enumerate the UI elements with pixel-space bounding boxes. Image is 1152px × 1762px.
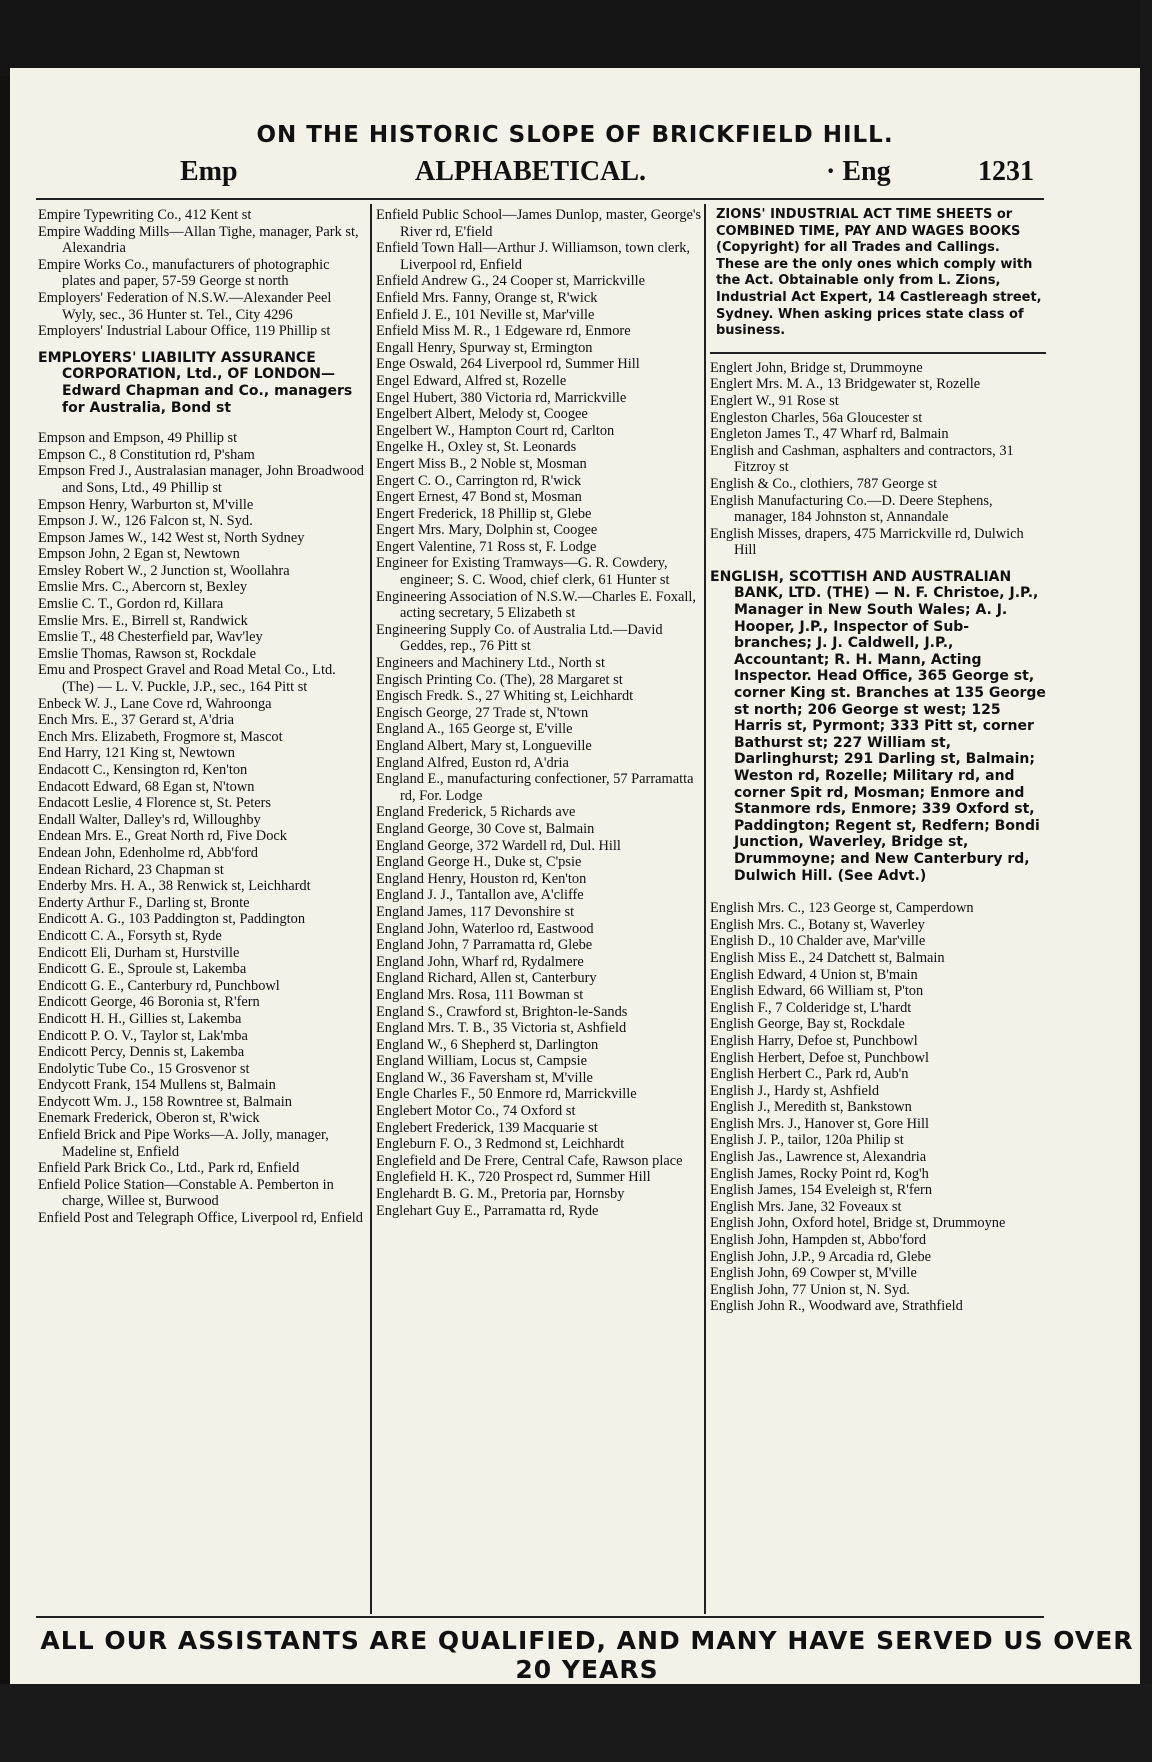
directory-entry: Emslie C. T., Gordon rd, Killara (38, 596, 224, 613)
directory-entry: Engineering Supply Co. of Australia Ltd.—David Geddes, rep., 76 Pitt st (376, 621, 663, 655)
directory-entry: Engineering Association of N.S.W.—Charles E. Foxall, acting secretary, 5 Elizabeth st (376, 588, 697, 622)
directory-entry: Engel Edward, Alfred st, Rozelle (376, 372, 567, 389)
directory-entry: England A., 165 George st, E'ville (376, 721, 573, 738)
directory-entry: English John, 69 Cowper st, M'ville (710, 1265, 917, 1282)
directory-entry: Engelbert W., Hampton Court rd, Carlton (376, 422, 615, 439)
directory-entry: Enfield Police Station—Constable A. Pemberton in charge, Willee st, Burwood (38, 1176, 334, 1210)
directory-entry: Enfield Miss M. R., 1 Edgeware rd, Enmore (376, 323, 631, 340)
footer-rule (36, 1616, 1044, 1618)
directory-entry: Endicott Percy, Dennis st, Lakemba (38, 1044, 245, 1061)
directory-entry: Enfield Post and Telegraph Office, Liverpool rd, Enfield (38, 1210, 363, 1227)
directory-entry: Engert Ernest, 47 Bond st, Mosman (376, 489, 582, 506)
directory-entry: Englebert Motor Co., 74 Oxford st (376, 1103, 576, 1120)
directory-entry: Engle Charles F., 50 Enmore rd, Marrickville (376, 1086, 637, 1103)
directory-entry: Engelke H., Oxley st, St. Leonards (376, 439, 577, 456)
directory-entry: Empson J. W., 126 Falcon st, N. Syd. (38, 513, 253, 530)
directory-entry: Empson C., 8 Constitution rd, P'sham (38, 446, 255, 463)
directory-entry: English John, Oxford hotel, Bridge st, Drummoyne (710, 1215, 1006, 1232)
directory-entry: Enderby Mrs. H. A., 38 Renwick st, Leichhardt (38, 878, 311, 895)
directory-entry: Empire Typewriting Co., 412 Kent st (38, 207, 252, 223)
directory-entry: Endicott C. A., Forsyth st, Ryde (38, 927, 222, 944)
directory-entry: Enfield J. E., 101 Neville st, Mar'ville (376, 306, 595, 323)
directory-entry: Enbeck W. J., Lane Cove rd, Wahroonga (38, 695, 272, 712)
directory-entry: Engisch George, 27 Trade st, N'town (376, 704, 589, 721)
column-divider-1 (370, 204, 372, 1614)
directory-entry: England J. J., Tantallon ave, A'cliffe (376, 887, 584, 904)
header-rule (36, 198, 1044, 200)
scan-border-right (1140, 0, 1152, 1762)
directory-entry: End Harry, 121 King st, Newtown (38, 745, 235, 762)
column-3-entries (710, 360, 1046, 1315)
directory-entry: England Albert, Mary st, Longueville (376, 738, 592, 754)
directory-entry: England Mrs. T. B., 35 Victoria st, Ashfield (376, 1020, 627, 1037)
bottom-banner: ALL OUR ASSISTANTS ARE QUALIFIED, AND MANY HAVE SERVED US OVER 20 YEARS (40, 1626, 1134, 1684)
directory-entry: Emu and Prospect Gravel and Road Metal Co., Ltd. (The) — L. V. Puckle, J.P., sec., 164 Pitt st (38, 662, 336, 696)
directory-entry: Enemark Frederick, Oberon st, R'wick (38, 1110, 260, 1127)
directory-entry: Endicott H. H., Gillies st, Lakemba (38, 1010, 242, 1027)
directory-entry: English John R., Woodward ave, Strathfield (710, 1298, 963, 1315)
directory-entry: Emslie T., 48 Chesterfield par, Wav'ley (38, 629, 263, 646)
directory-entry: Empson James W., 142 West st, North Sydney (38, 529, 305, 546)
directory-entry: Employers' Federation of N.S.W.—Alexander Peel Wyly, sec., 36 Hunter st. Tel., City 4296 (38, 289, 332, 323)
column-3 (710, 207, 1046, 1315)
directory-entry: Endycott Wm. J., 158 Rowntree st, Balmain (38, 1093, 292, 1110)
directory-entry: Englert W., 91 Rose st (710, 392, 839, 409)
directory-entry: English Mrs. Jane, 32 Foveaux st (710, 1198, 902, 1215)
directory-entry: Engleston Charles, 56a Gloucester st (710, 409, 923, 426)
directory-entry: Engelbert Albert, Melody st, Coogee (376, 406, 588, 423)
directory-entry: England Mrs. Rosa, 111 Bowman st (376, 986, 584, 1003)
directory-entry: Endicott George, 46 Boronia st, R'fern (38, 994, 260, 1011)
directory-entry: English D., 10 Chalder ave, Mar'ville (710, 933, 926, 950)
directory-entry: English Harry, Defoe st, Punchbowl (710, 1032, 918, 1049)
directory-entry: England Richard, Allen st, Canterbury (376, 970, 597, 987)
directory-entry: Emslie Mrs. C., Abercorn st, Bexley (38, 579, 248, 596)
directory-entry: EMPLOYERS' LIABILITY ASSURANCE CORPORATION, Ltd., OF LONDON—Edward Chapman and Co., managers for Australia, Bond st (38, 349, 353, 416)
directory-entry: English Jas., Lawrence st, Alexandria (710, 1149, 927, 1166)
directory-entry: England E., manufacturing confectioner, 57 Parramatta rd, For. Lodge (376, 771, 694, 804)
directory-entry: Engert Mrs. Mary, Dolphin st, Coogee (376, 522, 598, 539)
directory-entry: England George, 30 Cove st, Balmain (376, 820, 595, 837)
directory-entry: England John, 7 Parramatta rd, Glebe (376, 937, 593, 954)
directory-entry: England John, Wharf rd, Rydalmere (376, 953, 584, 970)
directory-entry: Engert Valentine, 71 Ross st, F. Lodge (376, 538, 597, 555)
directory-entry: Endycott Frank, 154 Mullens st, Balmain (38, 1077, 276, 1094)
directory-entry: Englefield H. K., 720 Prospect rd, Summer Hill (376, 1169, 651, 1186)
top-banner: ON THE HISTORIC SLOPE OF BRICKFIELD HILL. (256, 122, 894, 148)
directory-entry: Employers' Industrial Labour Office, 119 Phillip st (38, 323, 331, 340)
directory-entry: Endicott Eli, Durham st, Hurstville (38, 944, 240, 961)
directory-entry: Emslie Mrs. E., Birrell st, Randwick (38, 612, 248, 629)
directory-entry: English John, Hampden st, Abbo'ford (710, 1232, 927, 1249)
directory-entry: English Mrs. J., Hanover st, Gore Hill (710, 1115, 930, 1132)
directory-entry: England S., Crawford st, Brighton-le-Sands (376, 1003, 628, 1020)
directory-entry: England John, Waterloo rd, Eastwood (376, 920, 594, 937)
directory-entry: Endean Richard, 23 Chapman st (38, 861, 224, 878)
directory-entry: Endicott G. E., Sproule st, Lakemba (38, 961, 247, 978)
directory-entry: Enfield Park Brick Co., Ltd., Park rd, Enfield (38, 1160, 300, 1177)
directory-entry: Emslie Thomas, Rawson st, Rockdale (38, 645, 256, 662)
directory-entry: England Alfred, Euston rd, A'dria (376, 754, 569, 771)
directory-entry: Endacott C., Kensington rd, Ken'ton (38, 762, 248, 778)
directory-entry: English John, 77 Union st, N. Syd. (710, 1281, 910, 1298)
directory-entry: English F., 7 Colderidge st, L'hardt (710, 999, 912, 1016)
directory-entry: English Manufacturing Co.—D. Deere Stephens, manager, 184 Johnston st, Annandale (710, 492, 993, 526)
directory-entry: English Mrs. C., 123 George st, Camperdown (710, 900, 974, 917)
directory-entry: Endicott A. G., 103 Paddington st, Paddington (38, 911, 306, 928)
directory-entry: Emsley Robert W., 2 Junction st, Woollahra (38, 562, 290, 579)
directory-entry: ENGLISH, SCOTTISH AND AUSTRALIAN BANK, LTD. (THE) — N. F. Christoe, J.P., Manager in New South Wales; A. J. Hooper, J.P., Inspector of Sub-branches; J. J. Caldwell, J.P., Accountant; R. H. Mann, Acting Inspector. Head Office, 365 George st, corner King st. Branches at 135 George st north; 206 George st west; 125 Harris st, Pyrmont; 333 Pitt st, corner Bathurst st; 227 William st, Darlinghurst; 291 Darling st, Balmain; Weston rd, Rozelle; Military rd, and corner Spit rd, Mosman; Enmore and Stanmore rds, Enmore; 339 Oxford st, Paddington; Regent st, Redfern; Bondi Junction, Waverley, Bridge st, Drummoyne; and New Canterbury rd, Dulwich Hill. (See Advt.) (710, 568, 1046, 884)
directory-entry: Engert Miss B., 2 Noble st, Mosman (376, 455, 587, 472)
directory-entry: Endean Mrs. E., Great North rd, Five Dock (38, 828, 287, 845)
directory-entry: Enfield Andrew G., 24 Cooper st, Marrickville (376, 273, 645, 290)
column-2 (376, 207, 706, 1219)
directory-entry: Enderty Arthur F., Darling st, Bronte (38, 894, 250, 911)
directory-entry: Ench Mrs. E., 37 Gerard st, A'dria (38, 712, 235, 729)
directory-entry: English Edward, 4 Union st, B'main (710, 966, 918, 983)
directory-entry: Engel Hubert, 380 Victoria rd, Marrickville (376, 389, 627, 406)
directory-entry: England Frederick, 5 Richards ave (376, 804, 576, 821)
directory-entry: England Henry, Houston rd, Ken'ton (376, 870, 587, 887)
directory-entry: Enfield Mrs. Fanny, Orange st, R'wick (376, 289, 598, 306)
directory-entry: English Misses, drapers, 475 Marrickville rd, Dulwich Hill (710, 525, 1024, 559)
directory-entry: English J., Hardy st, Ashfield (710, 1082, 880, 1099)
header-left-keyword: Emp (180, 156, 238, 187)
directory-entry: Englehardt B. G. M., Pretoria par, Hornsby (376, 1186, 625, 1203)
directory-entry: Englert John, Bridge st, Drummoyne (710, 359, 923, 376)
directory-entry: Endacott Leslie, 4 Florence st, St. Peters (38, 795, 271, 812)
directory-entry: Enfield Brick and Pipe Works—A. Jolly, manager, Madeline st, Enfield (38, 1127, 329, 1160)
directory-entry: English James, 154 Eveleigh st, R'fern (710, 1182, 933, 1199)
directory-entry: Endall Walter, Dalley's rd, Willoughby (38, 811, 261, 828)
directory-entry: English George, Bay st, Rockdale (710, 1016, 905, 1033)
directory-entry: Engert Frederick, 18 Phillip st, Glebe (376, 505, 592, 522)
directory-entry: Endean John, Edenholme rd, Abb'ford (38, 844, 259, 861)
directory-entry: England W., 6 Shepherd st, Darlington (376, 1036, 599, 1053)
directory-entry: England George, 372 Wardell rd, Dul. Hill (376, 837, 621, 854)
directory-entry: Ench Mrs. Elizabeth, Frogmore st, Mascot (38, 728, 283, 745)
directory-entry: Enfield Town Hall—Arthur J. Williamson, town clerk, Liverpool rd, Enfield (376, 240, 691, 273)
directory-entry: Endacott Edward, 68 Egan st, N'town (38, 778, 255, 795)
directory-entry: English Herbert, Defoe st, Punchbowl (710, 1049, 930, 1066)
directory-entry: Empire Wadding Mills—Allan Tighe, manager, Park st, Alexandria (38, 223, 359, 257)
header-center-title: ALPHABETICAL. (415, 156, 647, 187)
directory-entry: Englert Mrs. M. A., 13 Bridgewater st, Rozelle (710, 376, 981, 393)
directory-entry: Englefield and De Frere, Central Cafe, Rawson place (376, 1152, 683, 1169)
directory-entry: English James, Rocky Point rd, Kog'h (710, 1165, 929, 1182)
directory-entry: England William, Locus st, Campsie (376, 1053, 587, 1070)
directory-entry: English John, J.P., 9 Arcadia rd, Glebe (710, 1248, 932, 1265)
directory-entry: Englebert Frederick, 139 Macquarie st (376, 1119, 598, 1136)
directory-entry: England W., 36 Faversham st, M'ville (376, 1069, 593, 1086)
page-number: 1231 (978, 156, 1034, 187)
directory-entry: Engisch Fredk. S., 27 Whiting st, Leichhardt (376, 688, 634, 705)
directory-entry: Empson John, 2 Egan st, Newtown (38, 546, 240, 563)
directory-entry: English J., Meredith st, Bankstown (710, 1099, 912, 1116)
directory-entry: English and Cashman, asphalters and contractors, 31 Fitzroy st (710, 442, 1014, 476)
column-1 (38, 207, 364, 1227)
directory-entry: Engisch Printing Co. (The), 28 Margaret st (376, 671, 623, 688)
header-right-keyword: · Eng (826, 156, 891, 187)
scan-border-bottom (0, 1684, 1152, 1762)
directory-page (10, 68, 1140, 1684)
directory-entry: Engert C. O., Carrington rd, R'wick (376, 472, 582, 489)
directory-entry: Engall Henry, Spurway st, Ermington (376, 339, 593, 356)
directory-entry: Endolytic Tube Co., 15 Grosvenor st (38, 1060, 250, 1077)
directory-entry: English & Co., clothiers, 787 George st (710, 475, 938, 492)
advert-rule (710, 352, 1046, 354)
zions-advertisement: ZIONS' INDUSTRIAL ACT TIME SHEETS or COMBINED TIME, PAY AND WAGES BOOKS (Copyright) for all Trades and Callings. These are the only ones which comply with the Act. Obtainable only from L. Zions, Industrial Act Expert, 14 Castlereagh street, Sydney. When asking prices state class of business. (716, 207, 1042, 339)
directory-entry: English Edward, 66 William st, P'ton (710, 983, 924, 1000)
directory-entry: Empson Fred J., Australasian manager, John Broadwood and Sons, Ltd., 49 Phillip st (38, 463, 364, 496)
directory-entry: England George H., Duke st, C'psie (376, 854, 582, 871)
directory-entry: Endicott G. E., Canterbury rd, Punchbowl (38, 977, 280, 994)
directory-entry: Engleburn F. O., 3 Redmond st, Leichhardt (376, 1136, 625, 1153)
directory-entry: Engineers and Machinery Ltd., North st (376, 655, 605, 672)
scan-border-top (0, 0, 1152, 76)
directory-entry: English Mrs. C., Botany st, Waverley (710, 916, 925, 933)
directory-entry: English Miss E., 24 Datchett st, Balmain (710, 949, 945, 966)
directory-entry: Empire Works Co., manufacturers of photographic plates and paper, 57-59 George st north (38, 256, 330, 290)
directory-entry: English J. P., tailor, 120a Philip st (710, 1132, 904, 1149)
directory-entry: Engineer for Existing Tramways—G. R. Cowdery, engineer; S. C. Wood, chief clerk, 61 Hunter st (376, 555, 670, 589)
directory-entry: England James, 117 Devonshire st (376, 903, 575, 920)
directory-entry: Enge Oswald, 264 Liverpool rd, Summer Hill (376, 356, 640, 373)
directory-entry: English Herbert C., Park rd, Aub'n (710, 1066, 909, 1083)
directory-entry: Empson and Empson, 49 Phillip st (38, 430, 238, 447)
directory-entry: Endicott P. O. V., Taylor st, Lak'mba (38, 1027, 248, 1044)
directory-entry: Enfield Public School—James Dunlop, master, George's River rd, E'field (376, 207, 702, 240)
directory-entry: Englehart Guy E., Parramatta rd, Ryde (376, 1202, 599, 1219)
directory-entry: Engleton James T., 47 Wharf rd, Balmain (710, 426, 949, 443)
directory-entry: Empson Henry, Warburton st, M'ville (38, 496, 254, 513)
